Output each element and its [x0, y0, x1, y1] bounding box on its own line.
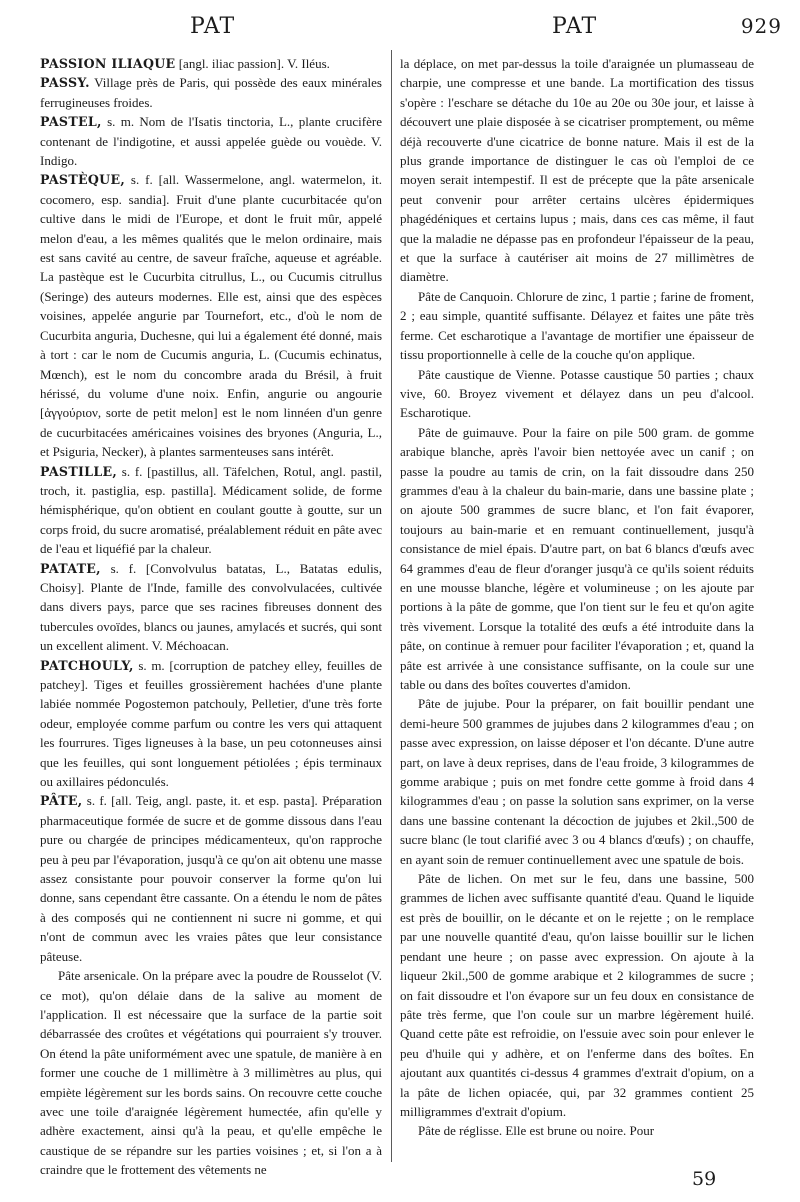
- entry-pate: [40, 791, 382, 966]
- headword: PASTILLE,: [40, 463, 118, 479]
- entry-text: s. f. [all. Wassermelone, angl. watermelon, it. cocomero, esp. sandia]. Fruit d'une plante cucurbitacée qu'on cultive dans le midi de l'Europe, et dont le fruit mûr, appelé melon d'eau, a les mêmes qualités que le melon ordinaire, mais est sans cavité au centre, de saveur fraîche, aqueuse et agréable. La pastèque est le Cucurbita citrullus, L., ou Cucumis citrullus (Seringe) des auteurs modernes. Elle est, ainsi que des espèces voisines, appelée angurie par Tournefort, etc., d'où le nom de Cucurbita anguria, Duchesne, qui lui a également été donné, mais à tort : car le nom de Cucumis anguria, L. (Cucumis echinatus, Mœnch), est le nom du concombre arada du Brésil, à fruit hérissé, du volume d'une noix. Enfin, angurie ou angourie [ἀγγούριον, sorte de petit melon] est le nom linnéen d'un genre de cucurbitacées américaines voisines des bryones (Anguria, L., et Psiguria, Necker), à plantes sarmenteuses sans intérêt.: [40, 172, 382, 460]
- entry-passy: [40, 73, 382, 112]
- left-column: [40, 54, 382, 1178]
- entry-text: Pâte arsenicale. On la prépare avec la poudre de Rousselot (V. ce mot), qu'on délaie dans de la salive au moment de l'application. Il est nécessaire que la surface de la partie soit débarrassée des croûtes et végétations qui pourraient s'y trouver. On étend la pâte uniformément avec une spatule, de manière à en former une couche de 1 millimètre à 3 millimètres au plus, qui empiète légèrement sur les bords sains. On recouvre cette couche avec une toile d'araignée légèrement humectée, afin qu'elle y adhère exactement, ainsi qu'à la peau, et qu'elle empêche le caustique de se répandre sur les parties voisines ; et, si l'on a à craindre que le frottement des vêtements ne: [40, 968, 382, 1178]
- signature-mark: 59: [692, 1168, 717, 1190]
- subentry-pate-de-jujube: Pâte de jujube. Pour la préparer, on fait bouillir pendant une demi-heure 500 grammes de jujubes dans 2 kilogrammes d'eau ; on passe avec expression, on laisse déposer et l'on décante. D'une autre part, on lave à deux reprises, dans de l'eau froide, 3 kilogrammes de gomme arabique ; puis on met fondre cette gomme à froid dans 4 kilogrammes d'eau ; on passe la solution sans exprimer, on la verse dans une bassine contenant la décoction de jujubes et 2kil.,500 de sucre blanc (le tout clarifié avec 3 ou 4 blancs d'œufs) ; on chauffe, en ayant soin de remuer continuellement avec une spatule de bois.: [400, 696, 754, 867]
- entry-text: s. f. [Convolvulus batatas, L., Batatas edulis, Choisy]. Plante de l'Inde, famille des convolvulacées, cultivée dans divers pays, parce que ses racines fibreuses donnent des tubercules ovoïdes, blancs ou jaunes, amylacés et sucrés, qui sont un excellent aliment. V. Méchoacan.: [40, 560, 382, 654]
- subentry-pate-arsenicale: [40, 966, 382, 1179]
- headword: PASSION ILIAQUE: [40, 56, 176, 71]
- column-divider: [391, 50, 392, 1162]
- headword: PASTÈQUE,: [40, 172, 126, 188]
- entry-pasteque: [40, 170, 382, 461]
- entry-text: s. f. [all. Teig, angl. paste, it. et esp. pasta]. Préparation pharmaceutique formée de sucre et de gomme dissous dans l'eau pure ou chargée de principes médicamenteux, qu'on rapproche peu à peu par l'évaporation, jusqu'à ce qu'on ait obtenu une masse assez consistante pour pouvoir conserver la forme qu'on lui donne, sans cependant être cassante. On a étendu le nom de pâtes à des composés qui ne contiennent ni sucre ni gomme, et qui n'ont de commun avec les vraies pâtes que leur consistance pâteuse.: [40, 793, 382, 964]
- headword: PATATE,: [40, 560, 101, 576]
- entry-text: s. f. [pastillus, all. Täfelchen, Rotul, angl. pastil, troch, it. pastiglia, esp. pastilla]. Médicament solide, de forme hémisphérique, qu'on obtient en coulant goutte à goutte, sur un corps froid, du sucre aromatisé, préalablement réduit en pâte avec de l'eau et liquéfié par la chaleur.: [40, 463, 382, 557]
- entry-pastille: [40, 462, 382, 559]
- continuation-paragraph: la déplace, on met par-dessus la toile d'araignée un plumasseau de charpie, une compresse et une bande. La mortification des tissus s'opère : l'eschare se détache du 10e au 20e ou 30e jour, et laisse à découvert une plaie disposée à se cicatriser promptement, ou même déjà recouverte d'une cicatrice de bonne nature. Mais il est de la plus grande importance de distinguer le cas où l'emploi de ce moyen serait intempestif. Il est de précepte que la pâte arsenicale peut convenir pour arrêter certains ulcères épidermiques phagédéniques et certains lupus ; mais, dans ces cas même, il faut que la maladie ne dépasse pas en profondeur l'épaisseur de la peau, et que la surface à cautériser ait moins de 27 millimètres de diamètre.: [400, 56, 754, 285]
- entry-text: s. m. Nom de l'Isatis tinctoria, L., plante crucifère contenant de l'indigotine, et aussi appelée guède ou vouède. V. Indigo.: [40, 114, 382, 169]
- headword: PASSY.: [40, 75, 90, 91]
- entry-patate: [40, 559, 382, 656]
- entry-pastel: [40, 112, 382, 170]
- subentry-pate-caustique-de-vienne: Pâte caustique de Vienne. Potasse caustique 50 parties ; chaux vive, 60. Broyez vivement et délayez dans un peu d'alcool. Escharotique.: [400, 366, 754, 421]
- right-column: [400, 54, 754, 1164]
- subentry-pate-de-lichen: Pâte de lichen. On met sur le feu, dans une bassine, 500 grammes de lichen avec suffisante quantité d'eau. Quand le liquide est près de bouillir, on le décante et on le rejette ; on le remplace par une nouvelle quantité d'eau, qu'on laisse bouillir sur le lichen pendant une heure ; on passe avec expression. On ajoute à la liqueur 2kil.,500 de gomme arabique et 2 kilogrammes de sucre ; on fait dissoudre et l'on évapore sur un feu doux en consistance de pâte très ferme, que l'on coule sur un marbre légèrement huilé. Quand cette pâte est refroidie, on l'essuie avec soin pour enlever le peu d'huile qui y adhère, et on l'enferme dans des boîtes. En ajoutant aux quantités ci-dessus 4 grammes d'extrait d'opium, on a la pâte de lichen opiacée, qui, par 32 grammes contient 25 milligrammes d'extrait d'opium.: [400, 871, 754, 1119]
- subentry-pate-de-reglisse: Pâte de réglisse. Elle est brune ou noire. Pour: [418, 1123, 655, 1139]
- headword: PATCHOULY,: [40, 657, 134, 673]
- headword: PASTEL,: [40, 114, 102, 130]
- subentry-pate-de-canquoin: Pâte de Canquoin. Chlorure de zinc, 1 partie ; farine de froment, 2 ; eau simple, quantité suffisante. Délayez et faites une pâte très ferme. Cet escharotique a l'avantage de mortifier une épaisseur de tissu proportionnelle à celle de la couche qu'on applique.: [400, 288, 754, 363]
- page-number: 929: [740, 14, 782, 38]
- running-head-right: PAT: [552, 14, 598, 39]
- entry-passion-iliaque: [40, 54, 382, 73]
- headword: PÂTE,: [40, 793, 83, 809]
- entry-text: Village près de Paris, qui possède des eaux minérales ferrugineuses froides.: [40, 75, 382, 110]
- entry-text: [angl. iliac passion]. V. Iléus.: [175, 56, 330, 71]
- subentry-pate-de-guimauve: Pâte de guimauve. Pour la faire on pile 500 gram. de gomme arabique blanche, après l'avoir bien nettoyée avec un canif ; on passe la poudre au tamis de crin, on la fait dissoudre dans 250 grammes d'eau à la chaleur du bain-marie, dans une bassine plate ; on ajoute 500 grammes de sucre blanc, et l'on fait évaporer, toujours au bain-marie et en remuant continuellement, jusqu'à consistance de miel épais. D'autre part, on bat 6 blancs d'œufs avec 64 grammes d'eau de fleur d'oranger jusqu'à ce qu'ils soient réduits en une mousse blanche, légère et volumineuse ; on les ajoute par portions à la pâte de gomme, que l'on tient sur le feu et qu'on agite très vivement. Lorsque la totalité des œufs a été introduite dans la pâte, on continue à remuer pour faciliter l'évaporation ; et, quand la pâte est arrivée à une consistance suffisante, on la coule sur une table ou dans des boîtes couvertes d'amidon.: [400, 424, 754, 692]
- entry-text: s. m. [corruption de patchey elley, feuilles de patchey]. Tiges et feuilles grossièrement hachées d'une plante labiée nommée Pogostemon patchouly, Pelletier, d'une très forte odeur, employée comme parfum ou contre les vers qui attaquent les fourrures. Tiges ligneuses à la base, un peu cotonneuses ainsi que les feuilles, qui sont longuement pétiolées ; épis terminaux ou axillaires pédonculés.: [40, 657, 382, 790]
- entry-patchouly: [40, 656, 382, 792]
- running-head-left: PAT: [190, 14, 236, 39]
